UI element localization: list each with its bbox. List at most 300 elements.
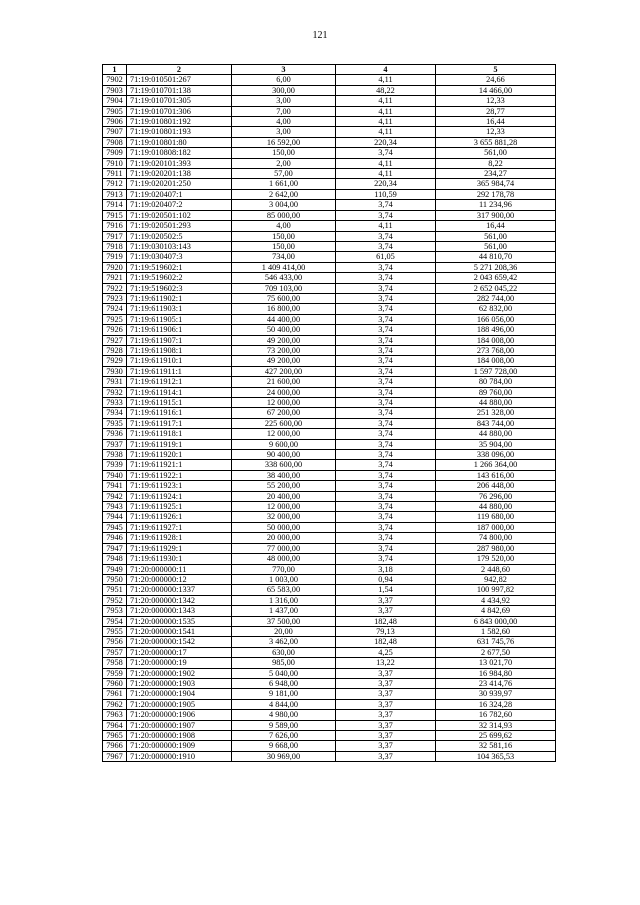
row-number-cell: 7930 [103, 366, 127, 376]
area-value-cell: 12 000,00 [232, 398, 336, 408]
table-row [103, 658, 556, 668]
cadastral-number-cell: 71:19:030407:3 [127, 252, 232, 262]
row-number-cell: 7932 [103, 387, 127, 397]
row-number-cell: 7919 [103, 252, 127, 262]
rate-value-cell: 3,74 [336, 241, 436, 251]
cadastral-number-cell: 71:19:611903:1 [127, 304, 232, 314]
cadastral-number-cell: 71:20:000000:1542 [127, 637, 232, 647]
area-value-cell: 90 400,00 [232, 450, 336, 460]
table-row [103, 533, 556, 543]
area-value-cell: 770,00 [232, 564, 336, 574]
row-number-cell: 7939 [103, 460, 127, 470]
row-number-cell: 7965 [103, 731, 127, 741]
table-row [103, 491, 556, 501]
row-number-cell: 7906 [103, 117, 127, 127]
table-row [103, 481, 556, 491]
column-header-1: 1 [103, 65, 127, 75]
row-number-cell: 7912 [103, 179, 127, 189]
total-value-cell: 184 008,00 [436, 356, 556, 366]
table-row [103, 75, 556, 85]
area-value-cell: 50 400,00 [232, 325, 336, 335]
table-row [103, 345, 556, 355]
row-number-cell: 7904 [103, 96, 127, 106]
area-value-cell: 37 500,00 [232, 616, 336, 626]
area-value-cell: 38 400,00 [232, 470, 336, 480]
area-value-cell: 57,00 [232, 169, 336, 179]
total-value-cell: 2 652 045,22 [436, 283, 556, 293]
cadastral-number-cell: 71:20:000000:1906 [127, 710, 232, 720]
table-row [103, 585, 556, 595]
total-value-cell: 44 880,00 [436, 398, 556, 408]
area-value-cell: 12 000,00 [232, 429, 336, 439]
area-value-cell: 12 000,00 [232, 502, 336, 512]
area-value-cell: 9 181,00 [232, 689, 336, 699]
table-row [103, 283, 556, 293]
area-value-cell: 20 400,00 [232, 491, 336, 501]
rate-value-cell: 4,11 [336, 117, 436, 127]
rate-value-cell: 48,22 [336, 85, 436, 95]
rate-value-cell: 3,37 [336, 678, 436, 688]
column-header-3: 3 [232, 65, 336, 75]
table-row [103, 314, 556, 324]
row-number-cell: 7935 [103, 418, 127, 428]
area-value-cell: 709 103,00 [232, 283, 336, 293]
rate-value-cell: 3,74 [336, 377, 436, 387]
column-header-4: 4 [336, 65, 436, 75]
area-value-cell: 2 642,00 [232, 189, 336, 199]
area-value-cell: 4,00 [232, 221, 336, 231]
row-number-cell: 7934 [103, 408, 127, 418]
area-value-cell: 85 000,00 [232, 210, 336, 220]
rate-value-cell: 3,74 [336, 429, 436, 439]
cadastral-number-cell: 71:20:000000:1903 [127, 678, 232, 688]
table-row [103, 293, 556, 303]
total-value-cell: 62 832,00 [436, 304, 556, 314]
row-number-cell: 7961 [103, 689, 127, 699]
area-value-cell: 4,00 [232, 117, 336, 127]
rate-value-cell: 3,37 [336, 751, 436, 761]
rate-value-cell: 3,37 [336, 595, 436, 605]
rate-value-cell: 3,74 [336, 491, 436, 501]
table-row [103, 210, 556, 220]
area-value-cell: 9 589,00 [232, 720, 336, 730]
rate-value-cell: 61,05 [336, 252, 436, 262]
row-number-cell: 7915 [103, 210, 127, 220]
cadastral-number-cell: 71:20:000000:1902 [127, 668, 232, 678]
cadastral-number-cell: 71:19:611902:1 [127, 293, 232, 303]
row-number-cell: 7922 [103, 283, 127, 293]
table-row [103, 460, 556, 470]
area-value-cell: 985,00 [232, 658, 336, 668]
rate-value-cell: 3,37 [336, 720, 436, 730]
row-number-cell: 7907 [103, 127, 127, 137]
table-row [103, 127, 556, 137]
area-value-cell: 427 200,00 [232, 366, 336, 376]
total-value-cell: 6 843 000,00 [436, 616, 556, 626]
table-row [103, 158, 556, 168]
total-value-cell: 89 760,00 [436, 387, 556, 397]
total-value-cell: 273 768,00 [436, 345, 556, 355]
row-number-cell: 7957 [103, 647, 127, 657]
row-number-cell: 7926 [103, 325, 127, 335]
total-value-cell: 2 043 659,42 [436, 273, 556, 283]
row-number-cell: 7943 [103, 502, 127, 512]
total-value-cell: 35 904,00 [436, 439, 556, 449]
rate-value-cell: 4,11 [336, 158, 436, 168]
cadastral-number-cell: 71:20:000000:1541 [127, 626, 232, 636]
cadastral-number-cell: 71:19:010808:182 [127, 148, 232, 158]
row-number-cell: 7902 [103, 75, 127, 85]
row-number-cell: 7916 [103, 221, 127, 231]
area-value-cell: 3,00 [232, 127, 336, 137]
row-number-cell: 7944 [103, 512, 127, 522]
table-row [103, 96, 556, 106]
rate-value-cell: 3,74 [336, 210, 436, 220]
cadastral-number-cell: 71:19:611915:1 [127, 398, 232, 408]
table-row [103, 595, 556, 605]
area-value-cell: 338 600,00 [232, 460, 336, 470]
total-value-cell: 104 365,53 [436, 751, 556, 761]
area-value-cell: 6,00 [232, 75, 336, 85]
area-value-cell: 6 948,00 [232, 678, 336, 688]
row-number-cell: 7941 [103, 481, 127, 491]
cadastral-number-cell: 71:19:611912:1 [127, 377, 232, 387]
rate-value-cell: 182,48 [336, 616, 436, 626]
total-value-cell: 16 324,28 [436, 699, 556, 709]
table-row [103, 731, 556, 741]
cadastral-number-cell: 71:19:519602:2 [127, 273, 232, 283]
row-number-cell: 7923 [103, 293, 127, 303]
area-value-cell: 9 600,00 [232, 439, 336, 449]
rate-value-cell: 3,74 [336, 200, 436, 210]
row-number-cell: 7964 [103, 720, 127, 730]
cadastral-number-cell: 71:19:611918:1 [127, 429, 232, 439]
total-value-cell: 13 021,70 [436, 658, 556, 668]
cadastral-number-cell: 71:19:611929:1 [127, 543, 232, 553]
cadastral-number-cell: 71:19:010701:138 [127, 85, 232, 95]
row-number-cell: 7921 [103, 273, 127, 283]
row-number-cell: 7954 [103, 616, 127, 626]
total-value-cell: 365 984,74 [436, 179, 556, 189]
table-body [103, 75, 556, 762]
rate-value-cell: 0,94 [336, 574, 436, 584]
row-number-cell: 7936 [103, 429, 127, 439]
cadastral-number-cell: 71:19:611925:1 [127, 502, 232, 512]
total-value-cell: 119 680,00 [436, 512, 556, 522]
row-number-cell: 7948 [103, 554, 127, 564]
cadastral-number-cell: 71:19:611920:1 [127, 450, 232, 460]
area-value-cell: 73 200,00 [232, 345, 336, 355]
area-value-cell: 7 626,00 [232, 731, 336, 741]
total-value-cell: 44 880,00 [436, 502, 556, 512]
area-value-cell: 77 000,00 [232, 543, 336, 553]
total-value-cell: 942,82 [436, 574, 556, 584]
table-row [103, 335, 556, 345]
rate-value-cell: 3,74 [336, 262, 436, 272]
total-value-cell: 8,22 [436, 158, 556, 168]
rate-value-cell: 3,37 [336, 606, 436, 616]
total-value-cell: 1 582,60 [436, 626, 556, 636]
rate-value-cell: 3,37 [336, 731, 436, 741]
table-row [103, 710, 556, 720]
cadastral-number-cell: 71:20:000000:12 [127, 574, 232, 584]
total-value-cell: 2 448,60 [436, 564, 556, 574]
area-value-cell: 150,00 [232, 241, 336, 251]
cadastral-table [102, 64, 556, 762]
rate-value-cell: 220,34 [336, 179, 436, 189]
row-number-cell: 7910 [103, 158, 127, 168]
table-row [103, 522, 556, 532]
total-value-cell: 4 434,92 [436, 595, 556, 605]
total-value-cell: 32 581,16 [436, 741, 556, 751]
rate-value-cell: 220,34 [336, 137, 436, 147]
cadastral-number-cell: 71:20:000000:1905 [127, 699, 232, 709]
area-value-cell: 30 969,00 [232, 751, 336, 761]
total-value-cell: 251 328,00 [436, 408, 556, 418]
table-row [103, 512, 556, 522]
rate-value-cell: 1,54 [336, 585, 436, 595]
rate-value-cell: 3,74 [336, 418, 436, 428]
row-number-cell: 7953 [103, 606, 127, 616]
rate-value-cell: 79,13 [336, 626, 436, 636]
total-value-cell: 282 744,00 [436, 293, 556, 303]
cadastral-number-cell: 71:20:000000:11 [127, 564, 232, 574]
table-row [103, 137, 556, 147]
area-value-cell: 50 000,00 [232, 522, 336, 532]
rate-value-cell: 4,11 [336, 106, 436, 116]
row-number-cell: 7942 [103, 491, 127, 501]
row-number-cell: 7913 [103, 189, 127, 199]
rate-value-cell: 4,11 [336, 96, 436, 106]
cadastral-number-cell: 71:19:611911:1 [127, 366, 232, 376]
row-number-cell: 7933 [103, 398, 127, 408]
cadastral-number-cell: 71:19:611927:1 [127, 522, 232, 532]
table-row [103, 678, 556, 688]
rate-value-cell: 3,74 [336, 460, 436, 470]
row-number-cell: 7956 [103, 637, 127, 647]
total-value-cell: 44 880,00 [436, 429, 556, 439]
area-value-cell: 1 316,00 [232, 595, 336, 605]
rate-value-cell: 4,11 [336, 221, 436, 231]
rate-value-cell: 3,74 [336, 533, 436, 543]
table-row [103, 751, 556, 761]
area-value-cell: 21 600,00 [232, 377, 336, 387]
cadastral-number-cell: 71:19:611926:1 [127, 512, 232, 522]
total-value-cell: 16,44 [436, 117, 556, 127]
table-row [103, 647, 556, 657]
row-number-cell: 7951 [103, 585, 127, 595]
table-row [103, 574, 556, 584]
cadastral-number-cell: 71:19:010801:80 [127, 137, 232, 147]
cadastral-number-cell: 71:19:611921:1 [127, 460, 232, 470]
area-value-cell: 16 592,00 [232, 137, 336, 147]
cadastral-number-cell: 71:20:000000:19 [127, 658, 232, 668]
cadastral-number-cell: 71:20:000000:17 [127, 647, 232, 657]
total-value-cell: 16,44 [436, 221, 556, 231]
rate-value-cell: 3,74 [336, 314, 436, 324]
table-row [103, 117, 556, 127]
area-value-cell: 65 583,00 [232, 585, 336, 595]
total-value-cell: 44 810,70 [436, 252, 556, 262]
total-value-cell: 143 616,00 [436, 470, 556, 480]
area-value-cell: 49 200,00 [232, 356, 336, 366]
cadastral-number-cell: 71:20:000000:1909 [127, 741, 232, 751]
table-row [103, 408, 556, 418]
cadastral-number-cell: 71:19:519602:1 [127, 262, 232, 272]
table-row [103, 668, 556, 678]
rate-value-cell: 3,37 [336, 689, 436, 699]
cadastral-number-cell: 71:19:020201:138 [127, 169, 232, 179]
total-value-cell: 12,33 [436, 96, 556, 106]
rate-value-cell: 110,59 [336, 189, 436, 199]
row-number-cell: 7931 [103, 377, 127, 387]
table-row [103, 148, 556, 158]
rate-value-cell: 13,22 [336, 658, 436, 668]
row-number-cell: 7914 [103, 200, 127, 210]
table-row [103, 741, 556, 751]
area-value-cell: 55 200,00 [232, 481, 336, 491]
total-value-cell: 24,66 [436, 75, 556, 85]
area-value-cell: 1 661,00 [232, 179, 336, 189]
cadastral-number-cell: 71:19:020502:5 [127, 231, 232, 241]
column-header-5: 5 [436, 65, 556, 75]
cadastral-number-cell: 71:20:000000:1535 [127, 616, 232, 626]
rate-value-cell: 3,74 [336, 356, 436, 366]
total-value-cell: 4 842,69 [436, 606, 556, 616]
table-row [103, 543, 556, 553]
table-row [103, 429, 556, 439]
row-number-cell: 7924 [103, 304, 127, 314]
total-value-cell: 2 677,50 [436, 647, 556, 657]
row-number-cell: 7950 [103, 574, 127, 584]
table-row [103, 200, 556, 210]
rate-value-cell: 3,18 [336, 564, 436, 574]
rate-value-cell: 3,74 [336, 450, 436, 460]
total-value-cell: 16 782,60 [436, 710, 556, 720]
table-row [103, 179, 556, 189]
total-value-cell: 16 984,80 [436, 668, 556, 678]
row-number-cell: 7909 [103, 148, 127, 158]
row-number-cell: 7925 [103, 314, 127, 324]
total-value-cell: 179 520,00 [436, 554, 556, 564]
total-value-cell: 14 466,00 [436, 85, 556, 95]
total-value-cell: 1 266 364,00 [436, 460, 556, 470]
total-value-cell: 28,77 [436, 106, 556, 116]
row-number-cell: 7920 [103, 262, 127, 272]
area-value-cell: 630,00 [232, 647, 336, 657]
table-row [103, 356, 556, 366]
cadastral-number-cell: 71:20:000000:1908 [127, 731, 232, 741]
cadastral-number-cell: 71:20:000000:1910 [127, 751, 232, 761]
cadastral-number-cell: 71:19:010701:305 [127, 96, 232, 106]
cadastral-number-cell: 71:19:020407:2 [127, 200, 232, 210]
rate-value-cell: 3,74 [336, 335, 436, 345]
cadastral-number-cell: 71:19:611930:1 [127, 554, 232, 564]
rate-value-cell: 3,74 [336, 231, 436, 241]
area-value-cell: 546 433,00 [232, 273, 336, 283]
table-row [103, 439, 556, 449]
rate-value-cell: 3,74 [336, 398, 436, 408]
area-value-cell: 3 462,00 [232, 637, 336, 647]
area-value-cell: 20,00 [232, 626, 336, 636]
cadastral-number-cell: 71:19:020201:250 [127, 179, 232, 189]
row-number-cell: 7947 [103, 543, 127, 553]
total-value-cell: 843 744,00 [436, 418, 556, 428]
cadastral-number-cell: 71:19:611922:1 [127, 470, 232, 480]
total-value-cell: 292 178,78 [436, 189, 556, 199]
total-value-cell: 100 997,82 [436, 585, 556, 595]
cadastral-number-cell: 71:19:519602:3 [127, 283, 232, 293]
cadastral-number-cell: 71:19:010501:267 [127, 75, 232, 85]
total-value-cell: 188 496,00 [436, 325, 556, 335]
total-value-cell: 338 096,00 [436, 450, 556, 460]
cadastral-number-cell: 71:19:020501:293 [127, 221, 232, 231]
header-row [103, 65, 556, 75]
area-value-cell: 1 003,00 [232, 574, 336, 584]
total-value-cell: 187 000,00 [436, 522, 556, 532]
row-number-cell: 7960 [103, 678, 127, 688]
rate-value-cell: 3,74 [336, 439, 436, 449]
row-number-cell: 7903 [103, 85, 127, 95]
total-value-cell: 30 939,97 [436, 689, 556, 699]
table-row [103, 606, 556, 616]
area-value-cell: 150,00 [232, 148, 336, 158]
column-header-2: 2 [127, 65, 232, 75]
table-row [103, 241, 556, 251]
rate-value-cell: 3,74 [336, 522, 436, 532]
table-row [103, 626, 556, 636]
row-number-cell: 7949 [103, 564, 127, 574]
rate-value-cell: 3,74 [336, 470, 436, 480]
total-value-cell: 74 800,00 [436, 533, 556, 543]
rate-value-cell: 3,74 [336, 304, 436, 314]
area-value-cell: 49 200,00 [232, 335, 336, 345]
area-value-cell: 150,00 [232, 231, 336, 241]
table-row [103, 169, 556, 179]
row-number-cell: 7938 [103, 450, 127, 460]
total-value-cell: 23 414,76 [436, 678, 556, 688]
table-row [103, 377, 556, 387]
table-row [103, 554, 556, 564]
total-value-cell: 317 900,00 [436, 210, 556, 220]
area-value-cell: 7,00 [232, 106, 336, 116]
rate-value-cell: 4,25 [336, 647, 436, 657]
rate-value-cell: 4,11 [336, 75, 436, 85]
table-row [103, 106, 556, 116]
cadastral-number-cell: 71:19:020501:102 [127, 210, 232, 220]
table-row [103, 262, 556, 272]
cadastral-number-cell: 71:20:000000:1337 [127, 585, 232, 595]
cadastral-number-cell: 71:19:611906:1 [127, 325, 232, 335]
cadastral-number-cell: 71:19:611907:1 [127, 335, 232, 345]
table-row [103, 221, 556, 231]
table-row [103, 470, 556, 480]
rate-value-cell: 3,74 [336, 293, 436, 303]
page-number: 121 [312, 30, 328, 41]
rate-value-cell: 3,37 [336, 710, 436, 720]
row-number-cell: 7937 [103, 439, 127, 449]
cadastral-number-cell: 71:19:611924:1 [127, 491, 232, 501]
rate-value-cell: 3,74 [336, 543, 436, 553]
rate-value-cell: 3,37 [336, 699, 436, 709]
area-value-cell: 16 800,00 [232, 304, 336, 314]
area-value-cell: 1 409 414,00 [232, 262, 336, 272]
area-value-cell: 2,00 [232, 158, 336, 168]
cadastral-number-cell: 71:19:611908:1 [127, 345, 232, 355]
total-value-cell: 206 448,00 [436, 481, 556, 491]
cadastral-number-cell: 71:19:611923:1 [127, 481, 232, 491]
table-row [103, 366, 556, 376]
